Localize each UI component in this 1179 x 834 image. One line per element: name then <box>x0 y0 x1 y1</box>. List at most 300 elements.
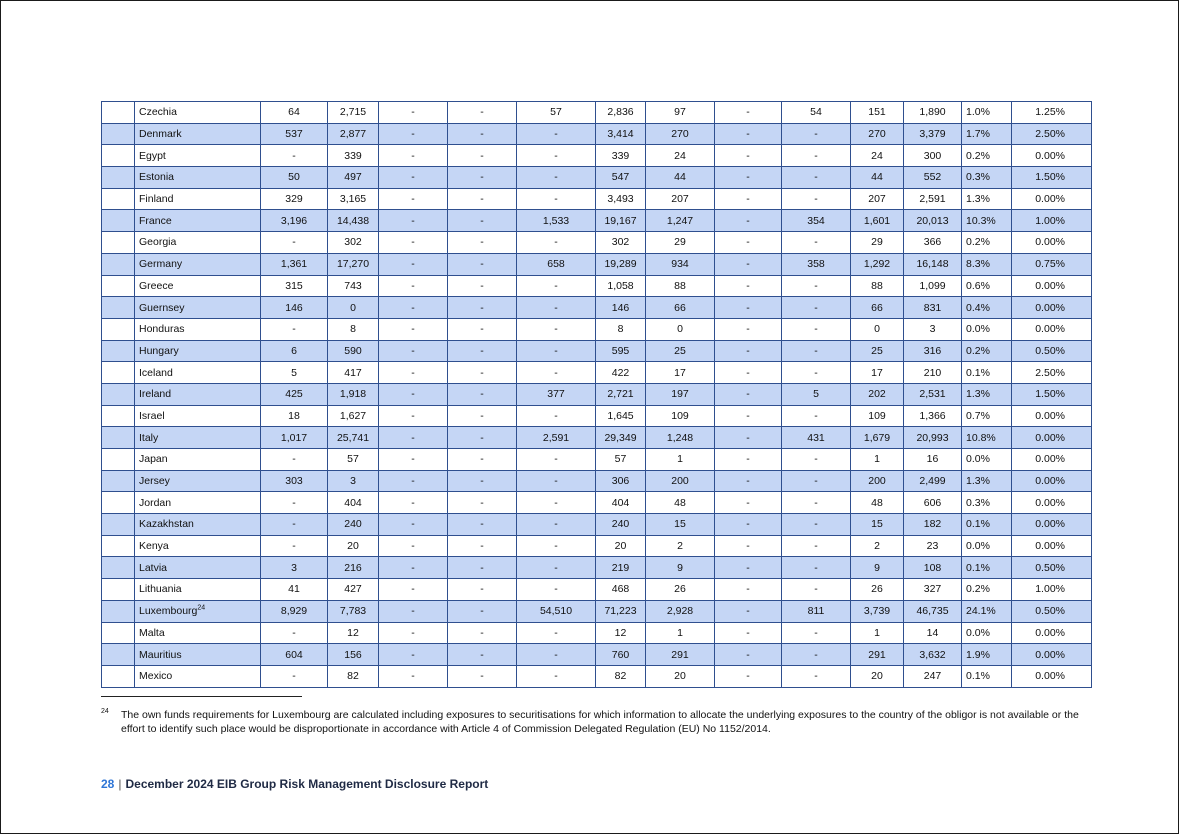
value-cell: 16,148 <box>904 253 962 275</box>
table-row <box>102 188 1092 210</box>
value-cell: - <box>448 600 517 622</box>
value-cell: 1.9% <box>962 644 1012 666</box>
value-cell: 291 <box>646 644 715 666</box>
value-cell: 1.25% <box>1012 102 1092 124</box>
value-cell: 8 <box>596 318 646 340</box>
value-cell: 422 <box>596 362 646 384</box>
row-spacer-cell <box>102 145 135 167</box>
value-cell: 3 <box>328 470 379 492</box>
country-cell: France <box>135 210 261 232</box>
value-cell: 658 <box>517 253 596 275</box>
value-cell: 743 <box>328 275 379 297</box>
row-spacer-cell <box>102 492 135 514</box>
value-cell: 2,721 <box>596 383 646 405</box>
value-cell: 240 <box>596 514 646 536</box>
value-cell: - <box>261 318 328 340</box>
value-cell: - <box>261 535 328 557</box>
value-cell: 1.7% <box>962 123 1012 145</box>
value-cell: 760 <box>596 644 646 666</box>
value-cell: 109 <box>851 405 904 427</box>
value-cell: - <box>517 318 596 340</box>
value-cell: 1,601 <box>851 210 904 232</box>
page-footer <box>101 777 488 791</box>
value-cell: 0 <box>646 318 715 340</box>
table-row <box>102 123 1092 145</box>
value-cell: 0.3% <box>962 492 1012 514</box>
value-cell: 2 <box>851 535 904 557</box>
value-cell: 1,533 <box>517 210 596 232</box>
value-cell: 0.3% <box>962 167 1012 189</box>
value-cell: 48 <box>646 492 715 514</box>
value-cell: 315 <box>261 275 328 297</box>
value-cell: 2.50% <box>1012 123 1092 145</box>
value-cell: 5 <box>261 362 328 384</box>
value-cell: 431 <box>782 427 851 449</box>
value-cell: - <box>517 362 596 384</box>
value-cell: - <box>715 383 782 405</box>
value-cell: 0.00% <box>1012 275 1092 297</box>
value-cell: - <box>517 449 596 471</box>
value-cell: 44 <box>646 167 715 189</box>
table-row <box>102 535 1092 557</box>
table-row <box>102 145 1092 167</box>
value-cell: 2,499 <box>904 470 962 492</box>
value-cell: 3,414 <box>596 123 646 145</box>
value-cell: - <box>715 665 782 687</box>
value-cell: - <box>517 622 596 644</box>
value-cell: 0.00% <box>1012 318 1092 340</box>
footnote-separator <box>101 696 302 697</box>
value-cell: - <box>715 362 782 384</box>
value-cell: - <box>782 665 851 687</box>
value-cell: - <box>379 340 448 362</box>
value-cell: 1,248 <box>646 427 715 449</box>
row-spacer-cell <box>102 579 135 601</box>
value-cell: 207 <box>851 188 904 210</box>
value-cell: - <box>782 622 851 644</box>
value-cell: - <box>517 405 596 427</box>
value-cell: 604 <box>261 644 328 666</box>
value-cell: 1,366 <box>904 405 962 427</box>
value-cell: - <box>261 492 328 514</box>
country-cell: Egypt <box>135 145 261 167</box>
value-cell: 1,890 <box>904 102 962 124</box>
value-cell: - <box>261 665 328 687</box>
value-cell: 156 <box>328 644 379 666</box>
value-cell: 20 <box>851 665 904 687</box>
value-cell: 20,993 <box>904 427 962 449</box>
value-cell: 303 <box>261 470 328 492</box>
value-cell: - <box>715 579 782 601</box>
row-spacer-cell <box>102 405 135 427</box>
value-cell: 82 <box>596 665 646 687</box>
country-cell: Jersey <box>135 470 261 492</box>
value-cell: 302 <box>596 232 646 254</box>
value-cell: 0.00% <box>1012 492 1092 514</box>
value-cell: 17,270 <box>328 253 379 275</box>
value-cell: 29 <box>646 232 715 254</box>
value-cell: 66 <box>646 297 715 319</box>
value-cell: 202 <box>851 383 904 405</box>
value-cell: 0.00% <box>1012 622 1092 644</box>
value-cell: 606 <box>904 492 962 514</box>
value-cell: 377 <box>517 383 596 405</box>
value-cell: 1.00% <box>1012 579 1092 601</box>
value-cell: 468 <box>596 579 646 601</box>
value-cell: 25 <box>851 340 904 362</box>
value-cell: - <box>715 470 782 492</box>
value-cell: - <box>379 557 448 579</box>
value-cell: - <box>448 362 517 384</box>
value-cell: - <box>379 449 448 471</box>
value-cell: - <box>379 514 448 536</box>
value-cell: 0.00% <box>1012 644 1092 666</box>
value-cell: - <box>517 579 596 601</box>
value-cell: 1.3% <box>962 470 1012 492</box>
value-cell: 14 <box>904 622 962 644</box>
value-cell: - <box>715 297 782 319</box>
row-spacer-cell <box>102 253 135 275</box>
value-cell: - <box>448 405 517 427</box>
value-cell: - <box>715 492 782 514</box>
value-cell: 934 <box>646 253 715 275</box>
value-cell: - <box>261 514 328 536</box>
country-cell: Honduras <box>135 318 261 340</box>
value-cell: 0.2% <box>962 340 1012 362</box>
value-cell: - <box>715 340 782 362</box>
value-cell: 0.00% <box>1012 665 1092 687</box>
value-cell: 109 <box>646 405 715 427</box>
value-cell: - <box>379 318 448 340</box>
row-spacer-cell <box>102 427 135 449</box>
value-cell: 1 <box>646 449 715 471</box>
value-cell: - <box>715 253 782 275</box>
value-cell: - <box>715 405 782 427</box>
table-row <box>102 449 1092 471</box>
value-cell: - <box>517 167 596 189</box>
table-row <box>102 600 1092 622</box>
value-cell: 8 <box>328 318 379 340</box>
value-cell: - <box>379 427 448 449</box>
value-cell: 0.6% <box>962 275 1012 297</box>
value-cell: 0.00% <box>1012 232 1092 254</box>
table-row <box>102 514 1092 536</box>
table-row <box>102 492 1092 514</box>
country-cell: Georgia <box>135 232 261 254</box>
value-cell: 0.00% <box>1012 188 1092 210</box>
value-cell: 10.8% <box>962 427 1012 449</box>
page-number: 28 <box>101 777 115 791</box>
value-cell: - <box>782 318 851 340</box>
value-cell: - <box>782 123 851 145</box>
value-cell: 291 <box>851 644 904 666</box>
row-spacer-cell <box>102 232 135 254</box>
value-cell: 1,247 <box>646 210 715 232</box>
value-cell: - <box>379 167 448 189</box>
value-cell: 3 <box>261 557 328 579</box>
value-cell: - <box>448 579 517 601</box>
value-cell: 2,591 <box>904 188 962 210</box>
value-cell: 354 <box>782 210 851 232</box>
value-cell: 0.1% <box>962 557 1012 579</box>
value-cell: - <box>782 188 851 210</box>
value-cell: - <box>715 123 782 145</box>
value-cell: - <box>782 514 851 536</box>
value-cell: 547 <box>596 167 646 189</box>
value-cell: 6 <box>261 340 328 362</box>
value-cell: 240 <box>328 514 379 536</box>
value-cell: 219 <box>596 557 646 579</box>
value-cell: - <box>715 145 782 167</box>
country-cell: Jordan <box>135 492 261 514</box>
row-spacer-cell <box>102 535 135 557</box>
country-cell: Hungary <box>135 340 261 362</box>
value-cell: - <box>782 145 851 167</box>
value-cell: 108 <box>904 557 962 579</box>
value-cell: 3,165 <box>328 188 379 210</box>
row-spacer-cell <box>102 514 135 536</box>
value-cell: - <box>379 102 448 124</box>
table-row <box>102 253 1092 275</box>
value-cell: 207 <box>646 188 715 210</box>
row-spacer-cell <box>102 449 135 471</box>
value-cell: - <box>782 232 851 254</box>
value-cell: 1,017 <box>261 427 328 449</box>
row-spacer-cell <box>102 644 135 666</box>
value-cell: 46,735 <box>904 600 962 622</box>
value-cell: 2.50% <box>1012 362 1092 384</box>
value-cell: - <box>448 102 517 124</box>
row-spacer-cell <box>102 383 135 405</box>
country-cell: Denmark <box>135 123 261 145</box>
value-cell: 0.00% <box>1012 145 1092 167</box>
value-cell: - <box>379 383 448 405</box>
value-cell: - <box>261 232 328 254</box>
value-cell: 0.2% <box>962 145 1012 167</box>
value-cell: - <box>448 188 517 210</box>
value-cell: 82 <box>328 665 379 687</box>
value-cell: 427 <box>328 579 379 601</box>
value-cell: 26 <box>646 579 715 601</box>
value-cell: 66 <box>851 297 904 319</box>
value-cell: 0.00% <box>1012 297 1092 319</box>
country-cell: Luxembourg$^{24}$ <box>135 600 261 622</box>
value-cell: 552 <box>904 167 962 189</box>
value-cell: 0.50% <box>1012 600 1092 622</box>
value-cell: - <box>379 210 448 232</box>
value-cell: 1,058 <box>596 275 646 297</box>
value-cell: 8,929 <box>261 600 328 622</box>
row-spacer-cell <box>102 362 135 384</box>
value-cell: - <box>448 232 517 254</box>
country-cell: Guernsey <box>135 297 261 319</box>
value-cell: - <box>715 644 782 666</box>
row-spacer-cell <box>102 275 135 297</box>
country-cell: Kenya <box>135 535 261 557</box>
value-cell: - <box>782 579 851 601</box>
value-cell: 0.0% <box>962 449 1012 471</box>
value-cell: 404 <box>328 492 379 514</box>
value-cell: - <box>379 362 448 384</box>
value-cell: - <box>448 383 517 405</box>
value-cell: 23 <box>904 535 962 557</box>
value-cell: - <box>261 145 328 167</box>
table-row <box>102 644 1092 666</box>
value-cell: - <box>379 297 448 319</box>
table-row <box>102 557 1092 579</box>
value-cell: 0.7% <box>962 405 1012 427</box>
value-cell: 300 <box>904 145 962 167</box>
value-cell: 1,645 <box>596 405 646 427</box>
value-cell: - <box>782 535 851 557</box>
value-cell: - <box>715 318 782 340</box>
country-cell: Lithuania <box>135 579 261 601</box>
value-cell: 0 <box>851 318 904 340</box>
row-spacer-cell <box>102 600 135 622</box>
value-cell: 0.00% <box>1012 470 1092 492</box>
value-cell: 20 <box>646 665 715 687</box>
value-cell: 327 <box>904 579 962 601</box>
value-cell: 425 <box>261 383 328 405</box>
value-cell: 200 <box>851 470 904 492</box>
value-cell: - <box>715 167 782 189</box>
value-cell: - <box>448 275 517 297</box>
country-exposure-table <box>101 101 1092 688</box>
value-cell: - <box>448 514 517 536</box>
value-cell: 1.0% <box>962 102 1012 124</box>
value-cell: - <box>379 405 448 427</box>
value-cell: 210 <box>904 362 962 384</box>
value-cell: - <box>517 145 596 167</box>
value-cell: 1.50% <box>1012 167 1092 189</box>
value-cell: 358 <box>782 253 851 275</box>
value-cell: 0.2% <box>962 232 1012 254</box>
value-cell: - <box>448 535 517 557</box>
footnote-text: The own funds requirements for Luxembourg are calculated including exposures to securitisations for which information to allocate the underlying exposures to the country of the obligor is not available or the effort to identify such place would be disproportionate in accordance with Article 4 of Commission Delegated Regulation (EU) No 1152/2014. <box>121 709 1079 735</box>
value-cell: - <box>261 622 328 644</box>
value-cell: - <box>782 167 851 189</box>
value-cell: 25 <box>646 340 715 362</box>
value-cell: 2,877 <box>328 123 379 145</box>
table-row <box>102 297 1092 319</box>
country-cell: Greece <box>135 275 261 297</box>
value-cell: 0.00% <box>1012 535 1092 557</box>
value-cell: - <box>448 427 517 449</box>
row-spacer-cell <box>102 340 135 362</box>
country-cell: Mexico <box>135 665 261 687</box>
value-cell: - <box>517 470 596 492</box>
value-cell: 9 <box>851 557 904 579</box>
value-cell: 19,289 <box>596 253 646 275</box>
value-cell: - <box>379 123 448 145</box>
value-cell: 1,918 <box>328 383 379 405</box>
value-cell: 16 <box>904 449 962 471</box>
value-cell: - <box>715 275 782 297</box>
value-cell: 12 <box>328 622 379 644</box>
value-cell: 1 <box>646 622 715 644</box>
value-cell: 0.00% <box>1012 405 1092 427</box>
footnote <box>101 708 1091 736</box>
value-cell: 26 <box>851 579 904 601</box>
row-spacer-cell <box>102 167 135 189</box>
value-cell: 8.3% <box>962 253 1012 275</box>
country-cell: Iceland <box>135 362 261 384</box>
value-cell: - <box>379 188 448 210</box>
value-cell: - <box>517 123 596 145</box>
value-cell: 14,438 <box>328 210 379 232</box>
value-cell: 24 <box>851 145 904 167</box>
value-cell: 1,099 <box>904 275 962 297</box>
value-cell: - <box>782 449 851 471</box>
value-cell: 595 <box>596 340 646 362</box>
footnote-number: 24 <box>101 708 109 715</box>
value-cell: 0.1% <box>962 362 1012 384</box>
value-cell: 1 <box>851 622 904 644</box>
value-cell: 0.75% <box>1012 253 1092 275</box>
table-row <box>102 102 1092 124</box>
country-cell: Israel <box>135 405 261 427</box>
value-cell: 151 <box>851 102 904 124</box>
value-cell: 29 <box>851 232 904 254</box>
value-cell: 64 <box>261 102 328 124</box>
value-cell: 54,510 <box>517 600 596 622</box>
value-cell: - <box>448 449 517 471</box>
country-cell: Estonia <box>135 167 261 189</box>
footnote-reference: 24 <box>197 604 206 612</box>
value-cell: - <box>782 405 851 427</box>
value-cell: - <box>517 665 596 687</box>
value-cell: 3 <box>904 318 962 340</box>
row-spacer-cell <box>102 210 135 232</box>
value-cell: - <box>261 449 328 471</box>
table-row <box>102 340 1092 362</box>
value-cell: 811 <box>782 600 851 622</box>
value-cell: 1 <box>851 449 904 471</box>
value-cell: 1.50% <box>1012 383 1092 405</box>
value-cell: 0.50% <box>1012 340 1092 362</box>
value-cell: - <box>715 557 782 579</box>
row-spacer-cell <box>102 665 135 687</box>
value-cell: 0.1% <box>962 665 1012 687</box>
value-cell: 1.00% <box>1012 210 1092 232</box>
value-cell: 44 <box>851 167 904 189</box>
table-body <box>102 102 1092 688</box>
value-cell: 29,349 <box>596 427 646 449</box>
table-row <box>102 318 1092 340</box>
value-cell: 24 <box>646 145 715 167</box>
value-cell: 41 <box>261 579 328 601</box>
value-cell: - <box>448 340 517 362</box>
value-cell: 2 <box>646 535 715 557</box>
value-cell: 0 <box>328 297 379 319</box>
value-cell: 1,627 <box>328 405 379 427</box>
value-cell: 20 <box>596 535 646 557</box>
country-cell: Germany <box>135 253 261 275</box>
country-cell: Latvia <box>135 557 261 579</box>
value-cell: 404 <box>596 492 646 514</box>
value-cell: 270 <box>646 123 715 145</box>
value-cell: - <box>448 644 517 666</box>
value-cell: 1,679 <box>851 427 904 449</box>
country-cell: Mauritius <box>135 644 261 666</box>
value-cell: 216 <box>328 557 379 579</box>
value-cell: - <box>379 622 448 644</box>
value-cell: - <box>782 275 851 297</box>
value-cell: - <box>715 535 782 557</box>
row-spacer-cell <box>102 297 135 319</box>
value-cell: - <box>715 622 782 644</box>
value-cell: - <box>448 665 517 687</box>
